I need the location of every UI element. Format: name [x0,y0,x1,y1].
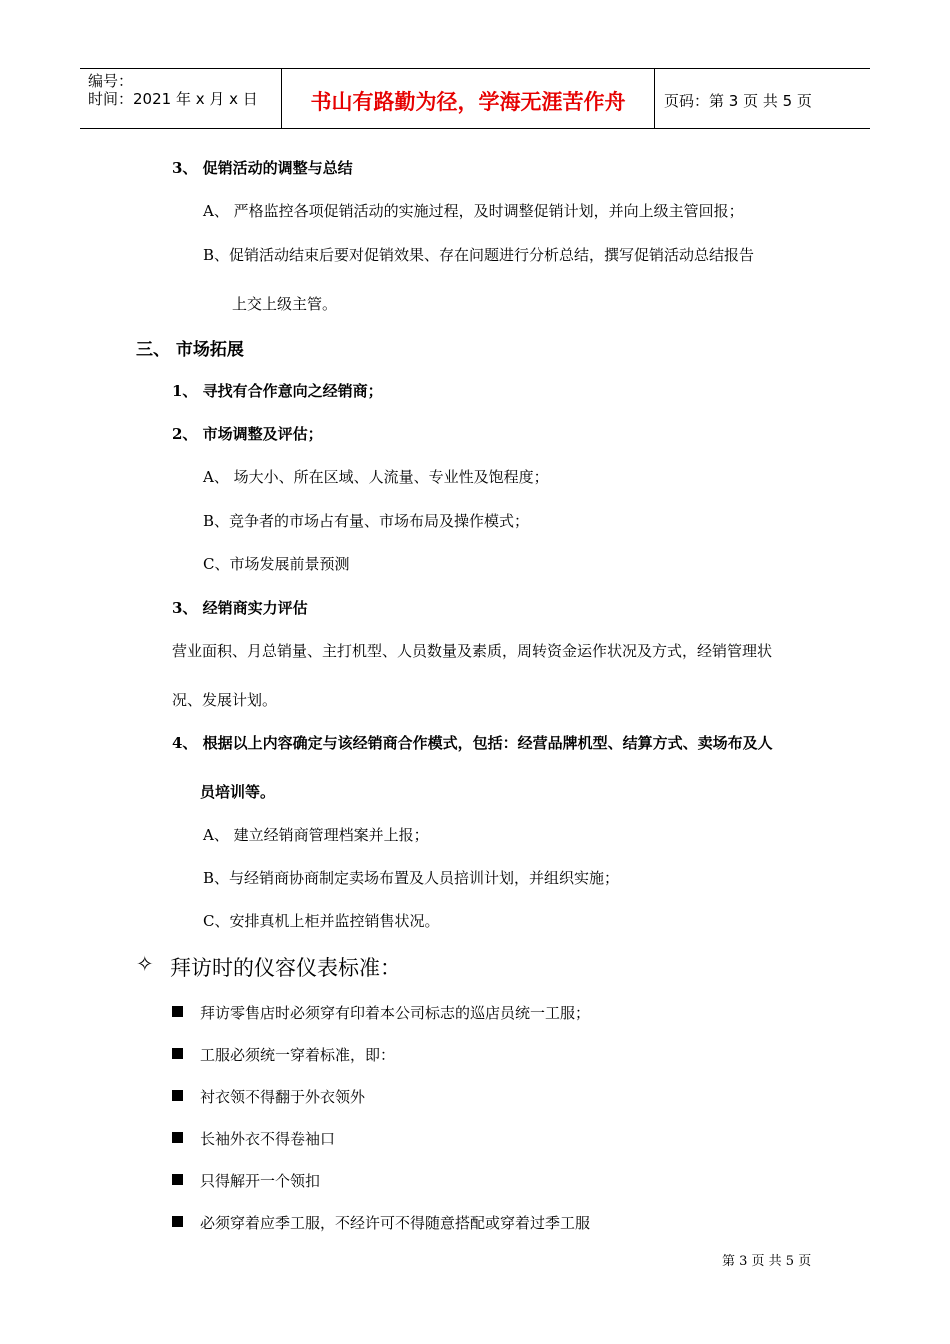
footer-page-number: 第 3 页 共 5 页 [722,1254,812,1269]
promo-item-b-line1: B、促销活动结束后要对促销效果、存在问题进行分析总结，撰写促销活动总结报告 [203,246,755,264]
promo-item-a: A、 严格监控各项促销活动的实施过程，及时调整促销计划，并向上级主管回报； [203,202,744,220]
market-item-4-line2: 员培训等。 [200,783,276,801]
header-number-label: 编号： [88,72,134,90]
market-item-4-b: B、与经销商协商制定卖场布置及人员掊训计划，并组织实施； [203,869,620,887]
market-item-2-c: C、市场发展前景预测 [203,555,350,573]
square-bullet-icon [172,1006,183,1017]
dress-heading: 拜访时的仪容仪表标准： [170,956,401,980]
market-item-3: 3、 经销商实力评估 [172,599,308,617]
market-item-2-a: A、 场大小、所在区域、人流量、专业性及饱程度； [203,468,549,486]
promo-item-b-line2: 上交上级主管。 [232,295,338,313]
list-item: 衬衣领不得翻于外衣领外 [200,1088,366,1106]
market-item-3-text-line1: 营业面积、月总销量、主打机型、人员数量及素质，周转资金运作状况及方式，经销管理状 [172,642,773,660]
square-bullet-icon [172,1174,183,1185]
diamond-star-icon: ✧ [136,952,154,976]
list-item: 工服必须统一穿着标准，即： [200,1046,396,1064]
square-bullet-icon [172,1048,183,1059]
header-time-label: 时间：2021 年 x 月 x 日 [88,90,258,108]
header-page-label: 页码：第 3 页 共 5 页 [664,92,812,110]
market-item-2: 2、 市场调整及评估； [172,425,323,443]
header-top-rule [80,68,870,69]
promo-heading: 3、 促销活动的调整与总结 [172,159,353,177]
square-bullet-icon [172,1090,183,1101]
market-item-4-a: A、 建立经销商管理档案并上报； [203,826,429,844]
header-bottom-rule [80,128,870,129]
market-item-4-line1: 4、 根据以上内容确定与该经销商合作模式，包括：经营品牌机型、结算方式、卖场布及人 [172,734,773,752]
square-bullet-icon [172,1216,183,1227]
header-divider-right [654,68,655,129]
market-heading: 三、 市场拓展 [136,340,244,360]
square-bullet-icon [172,1132,183,1143]
market-item-2-b: B、竞争者的市场占有量、市场布局及操作模式； [203,512,530,530]
market-item-3-text-line2: 况、发展计划。 [172,691,278,709]
list-item: 长袖外衣不得卷袖口 [200,1130,336,1148]
list-item: 拜访零售店时必须穿有印着本公司标志的巡店员统一工服； [200,1004,591,1022]
header-motto: 书山有路勤为径，学海无涯苦作舟 [310,90,626,114]
market-item-1: 1、 寻找有合作意向之经销商； [172,382,383,400]
list-item: 必须穿着应季工服，不经许可不得随意搭配或穿着过季工服 [200,1214,591,1232]
market-item-4-c: C、安排真机上柜并监控销售状况。 [203,912,440,930]
list-item: 只得解开一个领扣 [200,1172,321,1190]
